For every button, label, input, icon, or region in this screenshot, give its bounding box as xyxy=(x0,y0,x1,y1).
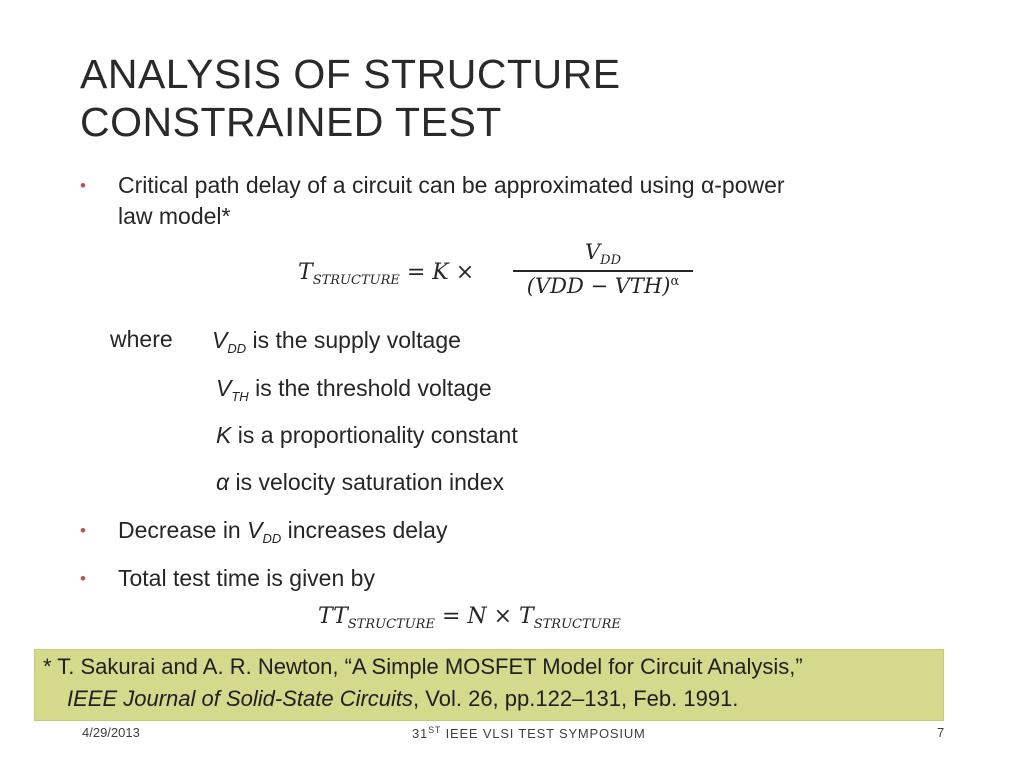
title-line-2: CONSTRAINED TEST xyxy=(80,99,502,145)
slide-title xyxy=(80,50,960,146)
eq1-num-sub: DD xyxy=(600,253,622,268)
bullet-pre: Decrease in xyxy=(118,517,248,543)
bullet-dot-icon: • xyxy=(80,521,86,540)
bullet-var: V xyxy=(247,517,263,543)
eq1-fraction xyxy=(513,240,693,298)
eq1-rhs-op: = K × xyxy=(406,260,475,285)
where-var: α xyxy=(216,469,230,495)
where-sub: TH xyxy=(231,389,249,404)
where-item-k xyxy=(216,421,518,450)
delay-equation xyxy=(298,240,718,310)
where-var: V xyxy=(212,327,228,353)
footer-page-number: 7 xyxy=(937,725,945,740)
eq2-lhs-sub: STRUCTURE xyxy=(347,617,435,632)
eq2-rhs-sub: STRUCTURE xyxy=(533,617,621,632)
bullet-dot-icon: • xyxy=(80,569,86,588)
where-text: is velocity saturation index xyxy=(229,469,504,495)
where-item-vdd xyxy=(212,326,461,363)
footer-conference xyxy=(412,725,646,741)
eq2-mid: = N × T xyxy=(434,604,534,629)
eq1-lhs-var: T xyxy=(298,260,313,285)
eq1-num-var: V xyxy=(584,240,601,264)
title-line-1: ANALYSIS OF STRUCTURE xyxy=(80,51,621,97)
reference-line-1: * T. Sakurai and A. R. Newton, “A Simple MOSFET Model for Circuit Analysis,” xyxy=(43,654,803,679)
bullet-text-line-1: Critical path delay of a circuit can be approximated using α-power xyxy=(118,172,785,198)
where-label: where xyxy=(110,326,173,352)
where-text: is a proportionality constant xyxy=(231,422,518,448)
where-text: is the supply voltage xyxy=(246,327,461,353)
where-text: is the threshold voltage xyxy=(248,375,492,401)
test-time-equation xyxy=(318,604,621,632)
footer-conf-name: IEEE VLSI TEST SYMPOSIUM xyxy=(441,726,646,741)
where-item-vth xyxy=(216,374,492,411)
where-sub: DD xyxy=(227,341,247,356)
footer-conf-sup: ST xyxy=(428,725,442,735)
where-var: V xyxy=(216,375,232,401)
eq2-lhs-var: TT xyxy=(318,604,348,629)
bullet-sub: DD xyxy=(262,531,282,546)
fraction-bar xyxy=(513,270,693,272)
eq1-den-sup: α xyxy=(670,273,680,289)
eq1-denominator: (VDD − VTH) xyxy=(526,273,671,298)
bullet-dot-icon: • xyxy=(80,176,86,195)
reference-journal: IEEE Journal of Solid-State Circuits xyxy=(67,686,414,711)
reference-box xyxy=(34,649,944,721)
where-var: K xyxy=(216,422,232,448)
where-item-alpha xyxy=(216,468,504,497)
bullet-text-line-2: law model* xyxy=(118,203,231,229)
bullet-post: increases delay xyxy=(281,517,448,543)
reference-line-2 xyxy=(67,686,738,712)
footer-date: 4/29/2013 xyxy=(82,725,140,740)
bullet-text: Total test time is given by xyxy=(118,565,375,591)
reference-details: , Vol. 26, pp.122–131, Feb. 1991. xyxy=(413,686,739,711)
footer-conf-number: 31 xyxy=(412,726,429,741)
eq1-lhs-sub: STRUCTURE xyxy=(312,273,400,288)
